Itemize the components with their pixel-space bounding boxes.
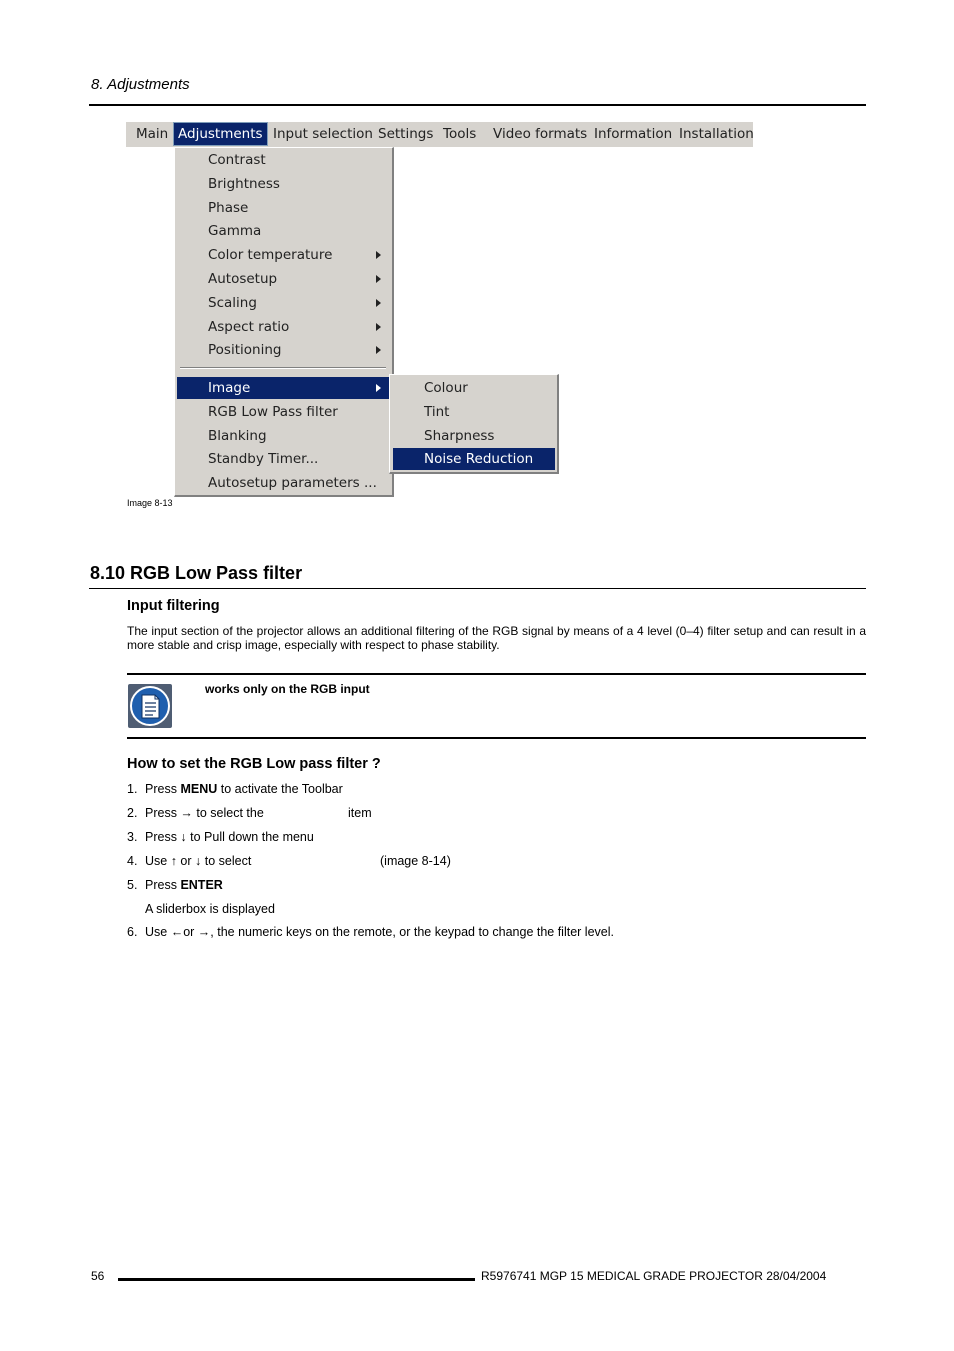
- dropdown-item-standby-timer[interactable]: Standby Timer...: [208, 451, 319, 467]
- menu-tools[interactable]: Tools: [443, 126, 477, 142]
- step-4: 4. Use ↑ or ↓ to select: [127, 854, 252, 868]
- dropdown-item-aspect-ratio[interactable]: Aspect ratio: [177, 316, 389, 338]
- menu-information[interactable]: Information: [594, 126, 673, 142]
- subheading-how-to: How to set the RGB Low pass filter ?: [127, 756, 381, 772]
- submenu-arrow-icon: [376, 275, 381, 283]
- image-caption: Image 8-13: [127, 498, 173, 508]
- note-document-icon: [128, 684, 172, 728]
- dropdown-item-color-temperature[interactable]: Color temperature: [177, 244, 389, 266]
- footer-doc-info: R5976741 MGP 15 MEDICAL GRADE PROJECTOR 28/04/2004: [481, 1269, 827, 1283]
- footer-rule: [118, 1278, 475, 1281]
- dropdown-item-positioning[interactable]: Positioning: [177, 339, 389, 361]
- dropdown-item-autosetup-parameters[interactable]: Autosetup parameters ...: [208, 475, 377, 491]
- dropdown-item-gamma[interactable]: Gamma: [208, 223, 262, 239]
- step-2: 2. Press → to select the: [127, 806, 264, 820]
- submenu-item-noise-reduction[interactable]: Noise Reduction: [393, 448, 555, 470]
- dropdown-item-brightness[interactable]: Brightness: [208, 176, 280, 192]
- dropdown-item-phase[interactable]: Phase: [208, 200, 249, 216]
- menu-adjustments[interactable]: Adjustments: [174, 123, 267, 145]
- adjustments-dropdown: [174, 147, 394, 497]
- subheading-input-filtering: Input filtering: [127, 598, 220, 614]
- step-5-result: A sliderbox is displayed: [145, 902, 275, 916]
- body-paragraph: The input section of the projector allows an additional filtering of the RGB signal by means of a 4 level (0–4) filter setup and can result in a more stable and crisp image, especially with respect to phase stability.: [127, 624, 866, 652]
- dropdown-item-image[interactable]: Image: [177, 377, 389, 399]
- note-top-rule: [127, 673, 866, 675]
- note-bottom-rule: [127, 737, 866, 739]
- submenu-arrow-icon: [376, 323, 381, 331]
- chapter-header: 8. Adjustments: [91, 76, 190, 93]
- header-rule: [89, 104, 866, 106]
- dropdown-item-autosetup[interactable]: Autosetup: [177, 268, 389, 290]
- step-5: 5. Press ENTER: [127, 878, 223, 892]
- step-2-item-text: item: [348, 806, 372, 820]
- submenu-item-tint[interactable]: Tint: [424, 404, 450, 420]
- step-3: 3. Press ↓ to Pull down the menu: [127, 830, 314, 844]
- step-1: 1. Press MENU to activate the Toolbar: [127, 782, 343, 796]
- submenu-arrow-icon: [376, 299, 381, 307]
- menu-video-formats[interactable]: Video formats: [493, 126, 588, 142]
- dropdown-item-rgb-low-pass-filter[interactable]: RGB Low Pass filter: [208, 404, 338, 420]
- submenu-arrow-icon: [376, 251, 381, 259]
- menu-installation[interactable]: Installation: [679, 126, 754, 142]
- dropdown-item-contrast[interactable]: Contrast: [208, 152, 266, 168]
- menu-settings[interactable]: Settings: [378, 126, 434, 142]
- section-rule: [89, 588, 866, 589]
- image-submenu: [389, 374, 559, 474]
- step-4-image-ref: (image 8-14): [380, 854, 451, 868]
- submenu-arrow-icon: [376, 384, 381, 392]
- note-text: works only on the RGB input: [205, 682, 370, 696]
- page-number: 56: [91, 1269, 105, 1283]
- menu-main[interactable]: Main: [136, 126, 169, 142]
- dropdown-item-scaling[interactable]: Scaling: [177, 292, 389, 314]
- dropdown-separator: [180, 367, 386, 369]
- submenu-arrow-icon: [376, 346, 381, 354]
- menu-input-selection[interactable]: Input selection: [273, 126, 373, 142]
- submenu-item-colour[interactable]: Colour: [424, 380, 468, 396]
- dropdown-item-blanking[interactable]: Blanking: [208, 428, 267, 444]
- menu-bar: [126, 122, 753, 147]
- section-title: 8.10 RGB Low Pass filter: [90, 563, 303, 583]
- submenu-item-sharpness[interactable]: Sharpness: [424, 428, 495, 444]
- step-6: 6. Use ←or →, the numeric keys on the remote, or the keypad to change the filter level.: [127, 925, 614, 939]
